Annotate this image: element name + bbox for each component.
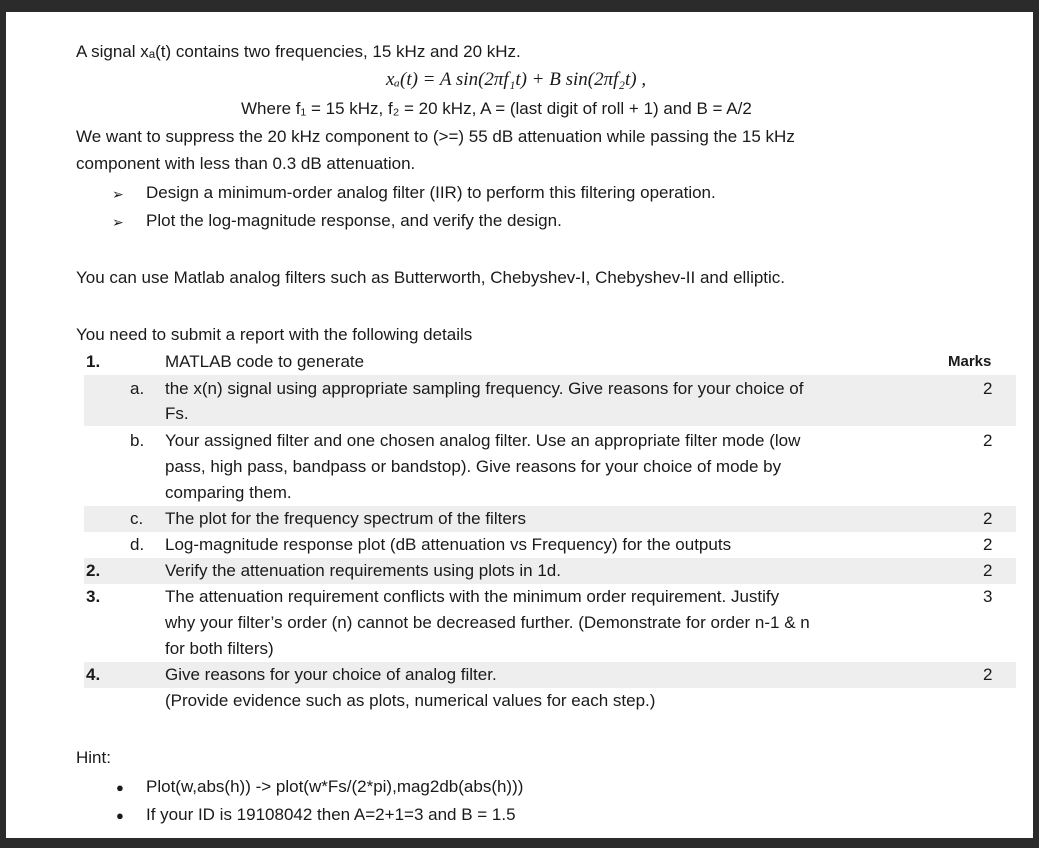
item-letter: d. [130, 535, 145, 554]
item-text: Fs. [165, 404, 189, 423]
marks-header: Marks [948, 353, 992, 370]
item-text: Verify the attenuation requirements using plots in 1d. [165, 561, 561, 580]
item-text: comparing them. [165, 483, 292, 502]
item-text: The plot for the frequency spectrum of the filters [165, 509, 526, 528]
item-number: 1. [86, 352, 101, 371]
item-text: The attenuation requirement conflicts with the minimum order requirement. Justify [165, 587, 780, 606]
item-marks: 2 [983, 379, 993, 398]
item-text: the x(n) signal using appropriate sampling frequency. Give reasons for your choice of [165, 379, 804, 398]
goal-line-1: We want to suppress the 20 kHz component to (>=) 55 dB attenuation while passing the 15 kHz [76, 127, 795, 146]
hint-item: Plot(w,abs(h)) -> plot(w*Fs/(2*pi),mag2db(abs(h))) [146, 777, 524, 796]
task-item: Design a minimum-order analog filter (IIR) to perform this filtering operation. [146, 183, 716, 202]
bullet-icon: ● [116, 808, 124, 823]
hint-label: Hint: [76, 748, 111, 767]
item-number: 4. [86, 665, 101, 684]
item-marks: 2 [983, 665, 993, 684]
goal-line-2: component with less than 0.3 dB attenuation. [76, 154, 416, 173]
arrow-bullet-icon: ➢ [112, 186, 124, 202]
item-text: pass, high pass, bandpass or bandstop). Give reasons for your choice of mode by [165, 457, 782, 476]
item-marks: 2 [983, 535, 993, 554]
signal-equation: xₐ(t) = A sin(2πf₁t) + B sin(2πf₂t) , [386, 69, 647, 90]
bullet-icon: ● [116, 780, 124, 795]
item-marks: 3 [983, 587, 993, 606]
item-letter: b. [130, 431, 145, 450]
item-number: 2. [86, 561, 101, 580]
where-line: Where f₁ = 15 kHz, f₂ = 20 kHz, A = (last digit of roll + 1) and B = A/2 [241, 99, 752, 118]
matlab-note: You can use Matlab analog filters such as Butterworth, Chebyshev-I, Chebyshev-II and elliptic. [76, 268, 786, 287]
arrow-bullet-icon: ➢ [112, 214, 124, 230]
report-intro: You need to submit a report with the following details [76, 325, 473, 344]
item-text: Give reasons for your choice of analog filter. [165, 665, 497, 684]
item-text: for both filters) [165, 639, 274, 658]
item-text: MATLAB code to generate [165, 352, 365, 371]
item-letter: c. [130, 509, 144, 528]
item-marks: 2 [983, 509, 993, 528]
item-text: (Provide evidence such as plots, numerical values for each step.) [165, 691, 656, 710]
intro-line: A signal xₐ(t) contains two frequencies, 15 kHz and 20 kHz. [76, 42, 521, 61]
item-text: why your filter’s order (n) cannot be decreased further. (Demonstrate for order n-1 & n [165, 613, 810, 632]
item-number: 3. [86, 587, 101, 606]
item-text: Log-magnitude response plot (dB attenuation vs Frequency) for the outputs [165, 535, 732, 554]
item-marks: 2 [983, 431, 993, 450]
hint-item: If your ID is 19108042 then A=2+1=3 and B = 1.5 [146, 805, 516, 824]
task-item: Plot the log-magnitude response, and verify the design. [146, 211, 562, 230]
item-letter: a. [130, 379, 145, 398]
item-text: Your assigned filter and one chosen analog filter. Use an appropriate filter mode (low [165, 431, 801, 450]
document-page [6, 12, 1033, 838]
item-marks: 2 [983, 561, 993, 580]
